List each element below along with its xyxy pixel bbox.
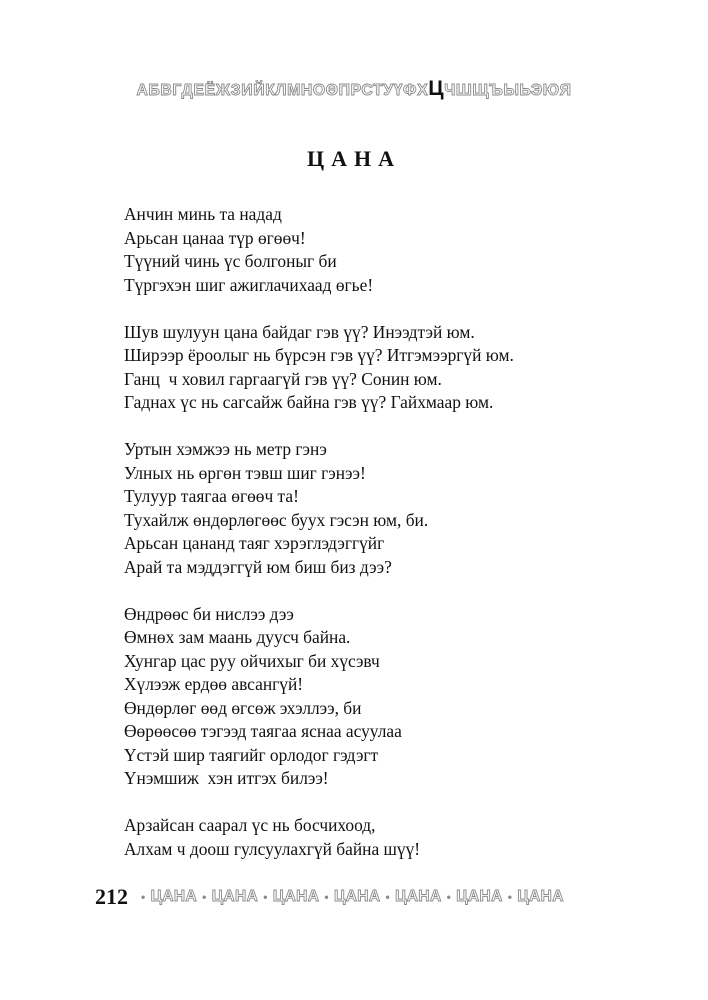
running-head: ЦАНА bbox=[456, 888, 503, 905]
poem-line: Арай та мэддэггүй юм биш биз дээ? bbox=[124, 556, 392, 577]
poem-line: Ганц ч ховил гаргаагүй гэв үү? Сонин юм. bbox=[124, 368, 442, 389]
poem-line: Өмнөх зам маань дуусч байна. bbox=[124, 627, 351, 647]
poem-line: Өндрөөс би нислээ дээ bbox=[124, 603, 294, 624]
poem-line: Үстэй шир таягийг орлодог гэдэгт bbox=[124, 744, 379, 765]
footer-separator: • bbox=[324, 890, 329, 904]
poem-line: Гаднах үс нь сагсайж байна гэв үү? Гайхмаар юм. bbox=[124, 392, 494, 412]
stanza bbox=[124, 438, 644, 579]
poem-line: Хүлээж ердөө авсангүй! bbox=[124, 674, 304, 694]
stanza bbox=[124, 814, 644, 861]
poem-line: Улных нь өргөн тэвш шиг гэнээ! bbox=[124, 462, 366, 483]
alphabet-current-letter: Ц bbox=[428, 77, 445, 100]
poem-line: Арьсан цанаа түр өгөөч! bbox=[124, 227, 306, 248]
footer-separator: • bbox=[385, 890, 391, 904]
poem-line: Анчин минь та надад bbox=[124, 204, 282, 224]
footer-separator: • bbox=[507, 890, 513, 904]
footer-separator: • bbox=[446, 890, 452, 904]
alphabet-header bbox=[0, 74, 708, 104]
poem-line: Өөрөөсөө тэгээд таягаа яснаа асуулаа bbox=[124, 721, 402, 741]
page-number: 212 bbox=[95, 884, 128, 909]
page-footer bbox=[95, 884, 695, 916]
stanza bbox=[124, 321, 644, 415]
alphabet-before: АБВГДЕЁЖЗИЙКЛМНОӨПРСТУҮФХ bbox=[136, 82, 429, 99]
poem-title: ЦАНА bbox=[307, 146, 401, 171]
running-head: ЦАНА bbox=[517, 888, 564, 905]
poem-line: Тулуур таягаа өгөөч та! bbox=[124, 486, 299, 506]
running-heads bbox=[136, 888, 564, 906]
poem-line: Ширээр ёроолыг нь бүрсэн гэв үү? Итгэмээргүй юм. bbox=[124, 345, 514, 365]
poem-line: Түүний чинь үс болгоныг би bbox=[124, 251, 337, 271]
poem-line: Тухайлж өндөрлөгөөс буух гэсэн юм, би. bbox=[124, 509, 429, 530]
poem-line: Хунгар цас руу ойчихыг би хүсэвч bbox=[124, 650, 380, 671]
footer-separator: • bbox=[141, 890, 146, 904]
footer-separator: • bbox=[202, 890, 207, 904]
alphabet-after: ЧШЩЪЫЬЭЮЯ bbox=[444, 82, 572, 99]
poem-line: Алхам ч доош гулсуулахгүй байна шүү! bbox=[124, 838, 421, 859]
running-head: ЦАНА bbox=[150, 888, 198, 905]
poem-line: Түргэхэн шиг ажиглачихаад өгье! bbox=[124, 274, 374, 295]
poem-line: Өндөрлөг өөд өгсөж эхэллээ, би bbox=[124, 697, 362, 718]
stanza bbox=[124, 203, 644, 297]
poem-body bbox=[124, 203, 644, 885]
poem-line: Арьсан цананд таяг хэрэглэдэггүйг bbox=[124, 533, 385, 553]
poem-line: Уртын хэмжээ нь метр гэнэ bbox=[124, 439, 327, 459]
poem-line: Шув шулуун цана байдаг гэв үү? Инээдтэй юм. bbox=[124, 321, 475, 342]
running-head: ЦАНА bbox=[395, 888, 442, 905]
running-head: ЦАНА bbox=[333, 888, 381, 905]
running-head: ЦАНА bbox=[211, 888, 259, 905]
footer-separator: • bbox=[263, 890, 268, 904]
poem-line: Үнэмшиж хэн итгэх билээ! bbox=[124, 768, 329, 788]
poem-line: Арзайсан саарал үс нь босчихоод, bbox=[124, 815, 376, 835]
stanza bbox=[124, 603, 644, 791]
running-head: ЦАНА bbox=[272, 888, 320, 905]
